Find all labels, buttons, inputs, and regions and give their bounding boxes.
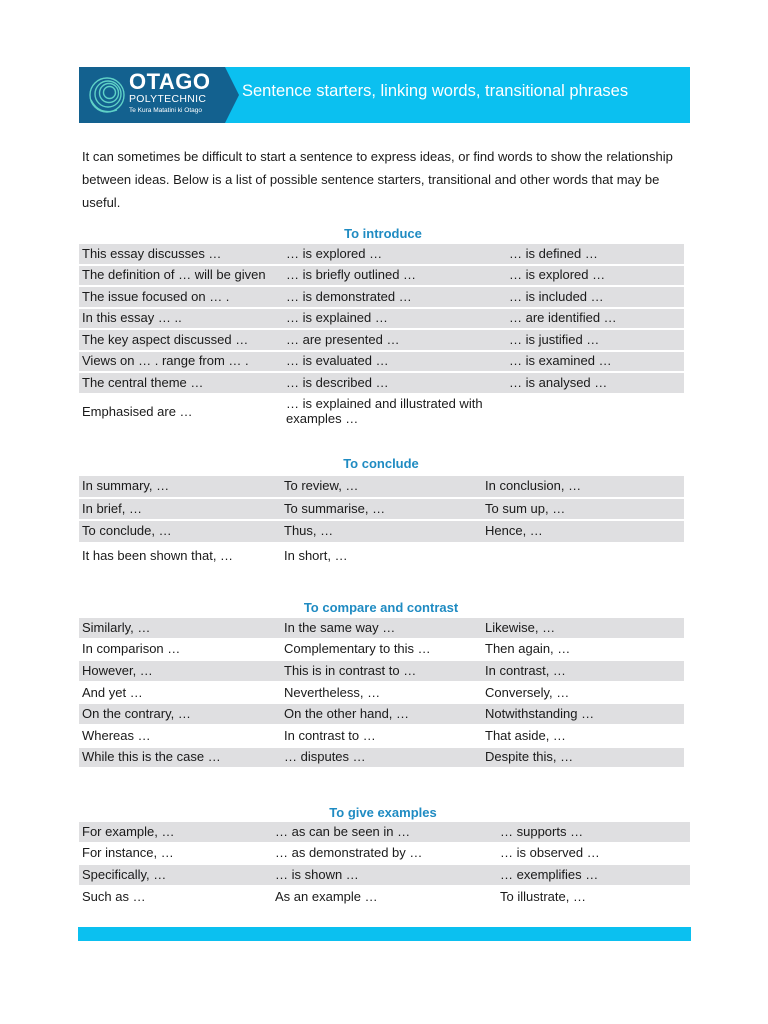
table-cell: For example, … [82, 823, 175, 839]
table-cell: … disputes … [284, 749, 366, 765]
table-row [79, 640, 684, 662]
header-banner [79, 67, 690, 123]
table-row [79, 352, 684, 374]
table-row [79, 704, 684, 726]
table-cell: … is justified … [509, 331, 600, 347]
table-cell: For instance, … [82, 845, 174, 861]
logo-arrow-shape [225, 67, 239, 123]
table-cell: Conversely, … [485, 684, 570, 700]
table-cell: Hence, … [485, 523, 543, 539]
table-row [79, 618, 684, 640]
table-row [79, 330, 684, 352]
table-row [79, 373, 684, 395]
table-row [79, 865, 690, 887]
table-cell: The central theme … [82, 374, 204, 390]
table-cell: On the contrary, … [82, 706, 191, 722]
table-row [79, 544, 684, 570]
table-row [79, 683, 684, 705]
table-cell: … is explored … [509, 267, 606, 283]
table-cell: Specifically, … [82, 866, 167, 882]
table-cell: In comparison … [82, 641, 181, 657]
table-cell: To illustrate, … [500, 888, 586, 904]
table-cell: The definition of … will be given [82, 267, 266, 283]
logo-wordmark: OTAGO [129, 69, 211, 94]
table-cell: … exemplifies … [500, 866, 599, 882]
table-cell: In the same way … [284, 619, 396, 635]
table-cell: Notwithstanding … [485, 706, 595, 722]
table-cell: … as demonstrated by … [275, 845, 423, 861]
table-cell: Likewise, … [485, 619, 556, 635]
table-row [79, 395, 684, 431]
section-title: To give examples [329, 805, 437, 820]
table-row [79, 844, 690, 866]
swirl-logo-icon [87, 72, 127, 118]
table-cell: In contrast, … [485, 662, 566, 678]
table-cell: … is demonstrated … [286, 288, 412, 304]
table-row [79, 266, 684, 288]
table-cell: Then again, … [485, 641, 571, 657]
table-cell: In contrast to … [284, 727, 376, 743]
table-cell: … is observed … [500, 845, 600, 861]
table-cell: The key aspect discussed … [82, 331, 249, 347]
table-cell: This is in contrast to … [284, 662, 417, 678]
table-cell: … are presented … [286, 331, 400, 347]
table-cell: As an example … [275, 888, 378, 904]
table-cell: The issue focused on … . [82, 288, 230, 304]
otago-logo [79, 67, 225, 123]
table-cell: In conclusion, … [485, 478, 582, 494]
table-row [79, 521, 684, 544]
table-row [79, 244, 684, 266]
table-cell: To review, … [284, 478, 359, 494]
table-row [79, 309, 684, 331]
table-row [79, 476, 684, 499]
table-cell: Emphasised are … [82, 403, 193, 419]
section-title: To conclude [343, 456, 419, 471]
table-cell: … is evaluated … [286, 353, 389, 369]
table-cell: Despite this, … [485, 749, 574, 765]
table-row [79, 822, 690, 844]
phrase-table [79, 244, 684, 431]
table-cell: In this essay … .. [82, 310, 182, 326]
table-cell: However, … [82, 662, 153, 678]
table-cell: … is described … [286, 374, 389, 390]
table-cell: While this is the case … [82, 749, 221, 765]
phrase-table [79, 618, 684, 769]
table-cell: Views on … . range from … . [82, 353, 249, 369]
table-cell: … is shown … [275, 866, 359, 882]
logo-subtitle: POLYTECHNIC [129, 93, 207, 105]
table-cell: On the other hand, … [284, 706, 410, 722]
table-cell: … is included … [509, 288, 604, 304]
table-cell: … as can be seen in … [275, 823, 411, 839]
table-cell: To sum up, … [485, 500, 566, 516]
table-cell: That aside, … [485, 727, 566, 743]
intro-paragraph: It can sometimes be difficult to start a sentence to express ideas, or find words to show the relationship between ideas. Below is a list of possible sentence starters, transitional and other words that may be useful. [82, 149, 673, 210]
table-cell: This essay discusses … [82, 245, 222, 261]
table-cell: Whereas … [82, 727, 151, 743]
table-row [79, 661, 684, 683]
phrase-table [79, 822, 690, 908]
table-cell: … is briefly outlined … [286, 267, 417, 283]
table-row [79, 887, 690, 909]
table-cell: … is explored … [286, 245, 383, 261]
table-cell: Nevertheless, … [284, 684, 381, 700]
section-title: To compare and contrast [303, 600, 459, 615]
table-cell: … are identified … [509, 310, 617, 326]
table-row [79, 726, 684, 748]
table-cell: Thus, … [284, 523, 334, 539]
table-cell: It has been shown that, … [82, 547, 234, 563]
table-row [79, 499, 684, 522]
section-title: To introduce [344, 226, 422, 241]
table-cell: … is analysed … [509, 374, 608, 390]
table-cell: Complementary to this … [284, 641, 431, 657]
table-cell: In summary, … [82, 478, 170, 494]
table-cell: … supports … [500, 823, 584, 839]
table-cell: … is examined … [509, 353, 612, 369]
footer-bar [78, 927, 691, 941]
table-cell: … is explained … [286, 310, 388, 326]
table-cell: … is explained and illustrated with examples … [286, 395, 483, 426]
table-cell: And yet … [82, 684, 143, 700]
table-cell: To conclude, … [82, 523, 172, 539]
table-row [79, 748, 684, 770]
table-cell: … is defined … [509, 245, 598, 261]
table-cell: To summarise, … [284, 500, 386, 516]
phrase-table [79, 476, 684, 570]
table-cell: Such as … [82, 888, 146, 904]
logo-maori-name: Te Kura Matatini ki Otago [129, 107, 202, 114]
page-title: Sentence starters, linking words, transitional phrases [242, 82, 629, 100]
table-row [79, 287, 684, 309]
table-cell: Similarly, … [82, 619, 151, 635]
table-cell: In short, … [284, 547, 348, 563]
table-cell: In brief, … [82, 500, 142, 516]
